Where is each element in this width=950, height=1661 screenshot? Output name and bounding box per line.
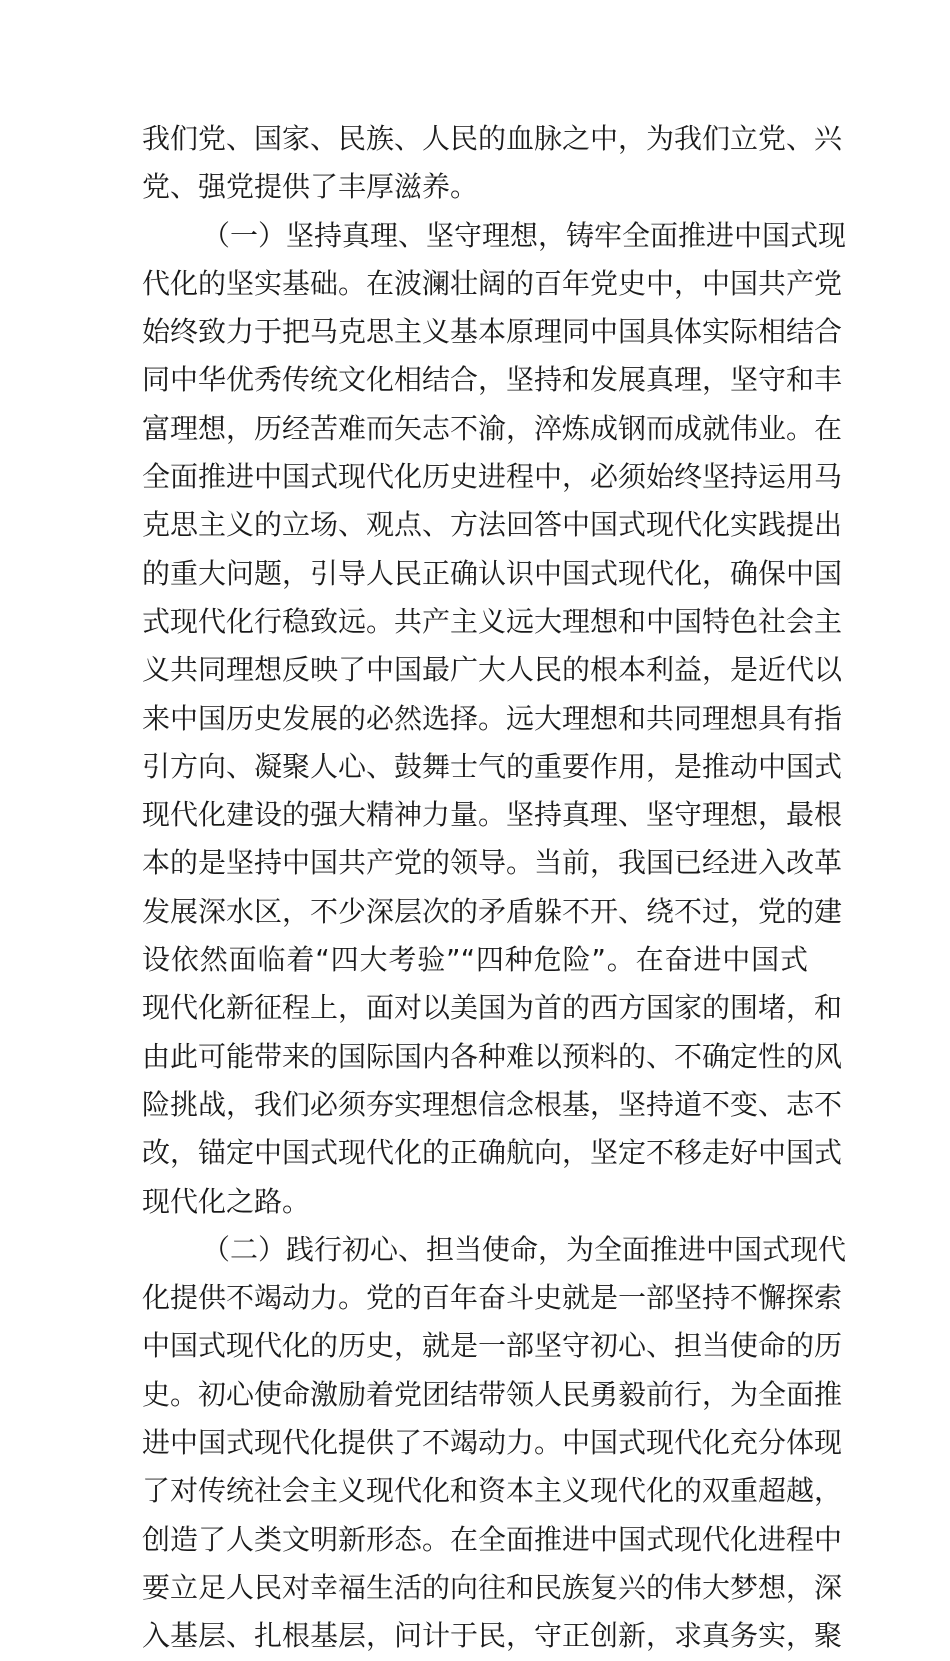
text-line: 中国式现代化的历史，就是一部坚守初心、担当使命的历 — [142, 1329, 843, 1363]
text-line: 化提供不竭动力。党的百年奋斗史就是一部坚持不懈探索 — [142, 1281, 843, 1315]
text-line: 入基层、扎根基层，问计于民，守正创新，求真务实，聚 — [142, 1619, 843, 1653]
text-line: 进中国式现代化提供了不竭动力。中国式现代化充分体现 — [142, 1426, 843, 1460]
text-line: 全面推进中国式现代化历史进程中，必须始终坚持运用马 — [142, 460, 843, 494]
text-line: 义共同理想反映了中国最广大人民的根本利益，是近代以 — [142, 653, 843, 687]
text-line: （二）践行初心、担当使命，为全面推进中国式现代 — [202, 1232, 847, 1266]
text-line: 我们党、国家、民族、人民的血脉之中，为我们立党、兴 — [142, 122, 843, 155]
text-line: 同中华优秀传统文化相结合，坚持和发展真理，坚守和丰 — [142, 363, 843, 397]
text-line: 发展深水区，不少深层次的矛盾躲不开、绕不过，党的建 — [142, 894, 843, 928]
text-line: 由此可能带来的国际国内各种难以预料的、不确定性的风 — [142, 1039, 843, 1073]
text-line: 险挑战，我们必须夯实理想信念根基，坚持道不变、志不 — [142, 1087, 843, 1121]
text-line: 引方向、凝聚人心、鼓舞士气的重要作用，是推动中国式 — [142, 749, 843, 783]
text-line: 式现代化行稳致远。共产主义远大理想和中国特色社会主 — [142, 604, 843, 638]
text-line: 改，锚定中国式现代化的正确航向，坚定不移走好中国式 — [142, 1136, 843, 1170]
text-line: 富理想，历经苦难而矢志不渝，淬炼成钢而成就伟业。在 — [142, 411, 843, 445]
body-text — [142, 115, 847, 1661]
text-line: 现代化新征程上，面对以美国为首的西方国家的围堵，和 — [142, 991, 843, 1025]
text-line: 创造了人类文明新形态。在全面推进中国式现代化进程中 — [142, 1522, 843, 1556]
text-line: 现代化建设的强大精神力量。坚持真理、坚守理想，最根 — [142, 798, 843, 832]
text-line: 史。初心使命激励着党团结带领人民勇毅前行，为全面推 — [142, 1377, 843, 1411]
text-line: 的重大问题，引导人民正确认识中国式现代化，确保中国 — [142, 556, 843, 590]
text-line: 克思主义的立场、观点、方法回答中国式现代化实践提出 — [142, 508, 843, 542]
text-line: 代化的坚实基础。在波澜壮阔的百年党史中，中国共产党 — [142, 266, 843, 300]
text-line: 设依然面临着“四大考验”“四种危险”。在奋进中国式 — [142, 943, 808, 977]
text-line: 党、强党提供了丰厚滋养。 — [142, 170, 479, 204]
text-line: 要立足人民对幸福生活的向往和民族复兴的伟大梦想，深 — [142, 1570, 843, 1604]
text-line: （一）坚持真理、坚守理想，铸牢全面推进中国式现 — [202, 218, 847, 252]
text-line: 现代化之路。 — [142, 1184, 311, 1218]
text-line: 了对传统社会主义现代化和资本主义现代化的双重超越， — [142, 1474, 843, 1508]
text-line: 来中国历史发展的必然选择。远大理想和共同理想具有指 — [142, 701, 843, 735]
text-line: 本的是坚持中国共产党的领导。当前，我国已经进入改革 — [142, 846, 843, 880]
text-line: 始终致力于把马克思主义基本原理同中国具体实际相结合 — [142, 315, 843, 349]
